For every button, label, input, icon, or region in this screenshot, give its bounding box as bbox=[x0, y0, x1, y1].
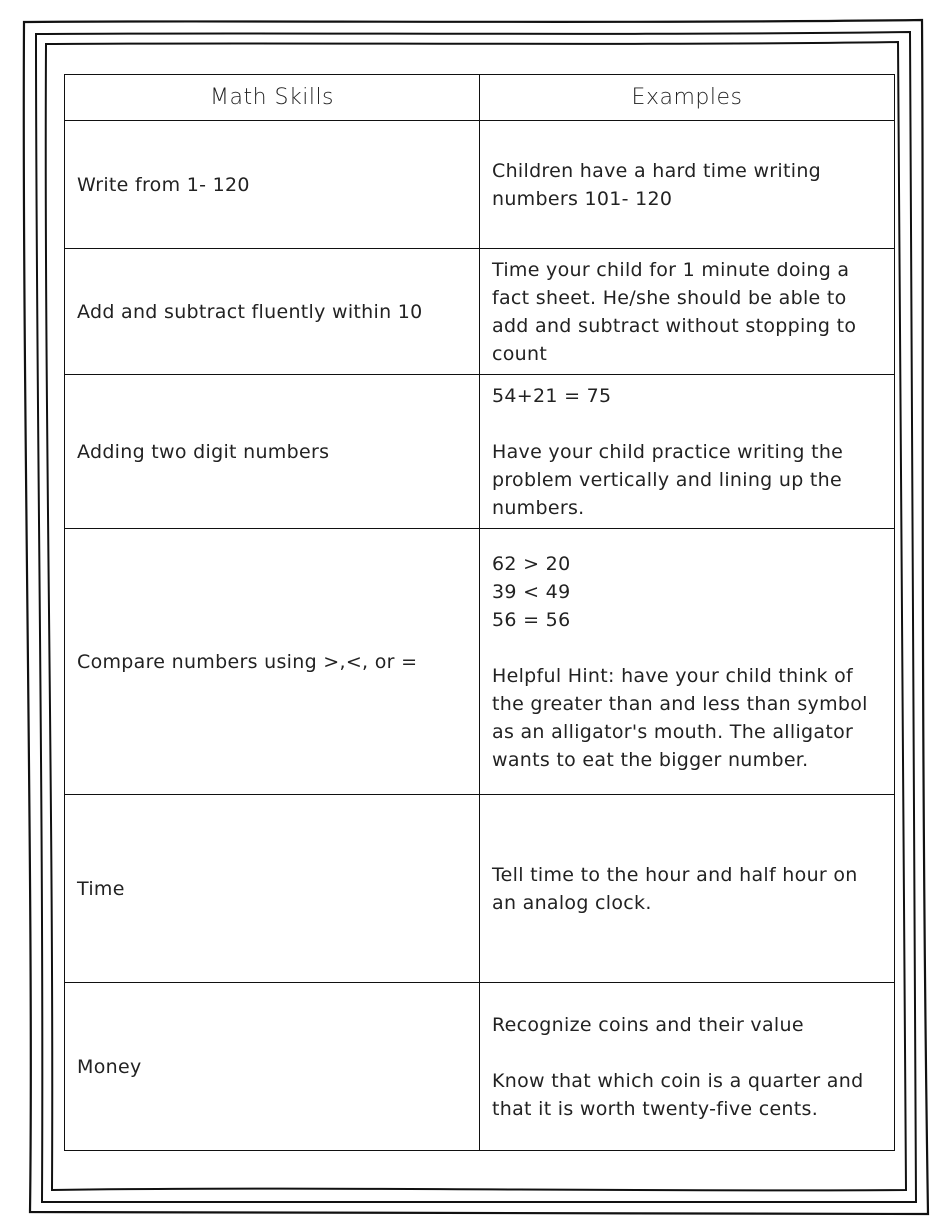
table-row bbox=[65, 121, 895, 249]
table-header-row bbox=[65, 75, 895, 121]
example-comparison: 39 < 49 bbox=[492, 580, 571, 603]
skill-cell: Write from 1- 120 bbox=[65, 121, 480, 249]
example-cell bbox=[480, 983, 895, 1151]
example-cell bbox=[480, 249, 895, 375]
example-text: Recognize coins and their value bbox=[492, 1013, 804, 1036]
example-text: Children have a hard time writing numbers 101- 120 bbox=[492, 159, 822, 210]
example-comparison: 56 = 56 bbox=[492, 608, 571, 631]
table-row bbox=[65, 375, 895, 529]
spacer bbox=[492, 410, 882, 438]
example-comparison: 62 > 20 bbox=[492, 552, 571, 575]
example-hint: Helpful Hint: have your child think of the greater than and less than symbol as an alligator's mouth. The alligator wants to eat the bigger number. bbox=[492, 664, 868, 771]
example-text: Time your child for 1 minute doing a fact sheet. He/she should be able to add and subtract without stopping to count bbox=[492, 258, 857, 365]
example-cell bbox=[480, 795, 895, 983]
example-equation: 54+21 = 75 bbox=[492, 384, 612, 407]
skill-cell: Time bbox=[65, 795, 480, 983]
spacer bbox=[492, 1039, 882, 1067]
table-row bbox=[65, 795, 895, 983]
example-cell bbox=[480, 375, 895, 529]
example-cell bbox=[480, 529, 895, 795]
spacer bbox=[492, 634, 882, 662]
header-examples: Examples bbox=[480, 75, 895, 121]
header-math-skills: Math Skills bbox=[65, 75, 480, 121]
skill-cell: Adding two digit numbers bbox=[65, 375, 480, 529]
table-row bbox=[65, 983, 895, 1151]
skill-cell: Add and subtract fluently within 10 bbox=[65, 249, 480, 375]
skill-cell: Money bbox=[65, 983, 480, 1151]
example-text: Have your child practice writing the problem vertically and lining up the numbers. bbox=[492, 440, 844, 519]
table-row bbox=[65, 249, 895, 375]
table-row bbox=[65, 529, 895, 795]
example-text: Tell time to the hour and half hour on an analog clock. bbox=[492, 863, 858, 914]
example-text: Know that which coin is a quarter and that it is worth twenty-five cents. bbox=[492, 1069, 864, 1120]
math-skills-table bbox=[64, 74, 895, 1151]
example-cell bbox=[480, 121, 895, 249]
skill-cell: Compare numbers using >,<, or = bbox=[65, 529, 480, 795]
